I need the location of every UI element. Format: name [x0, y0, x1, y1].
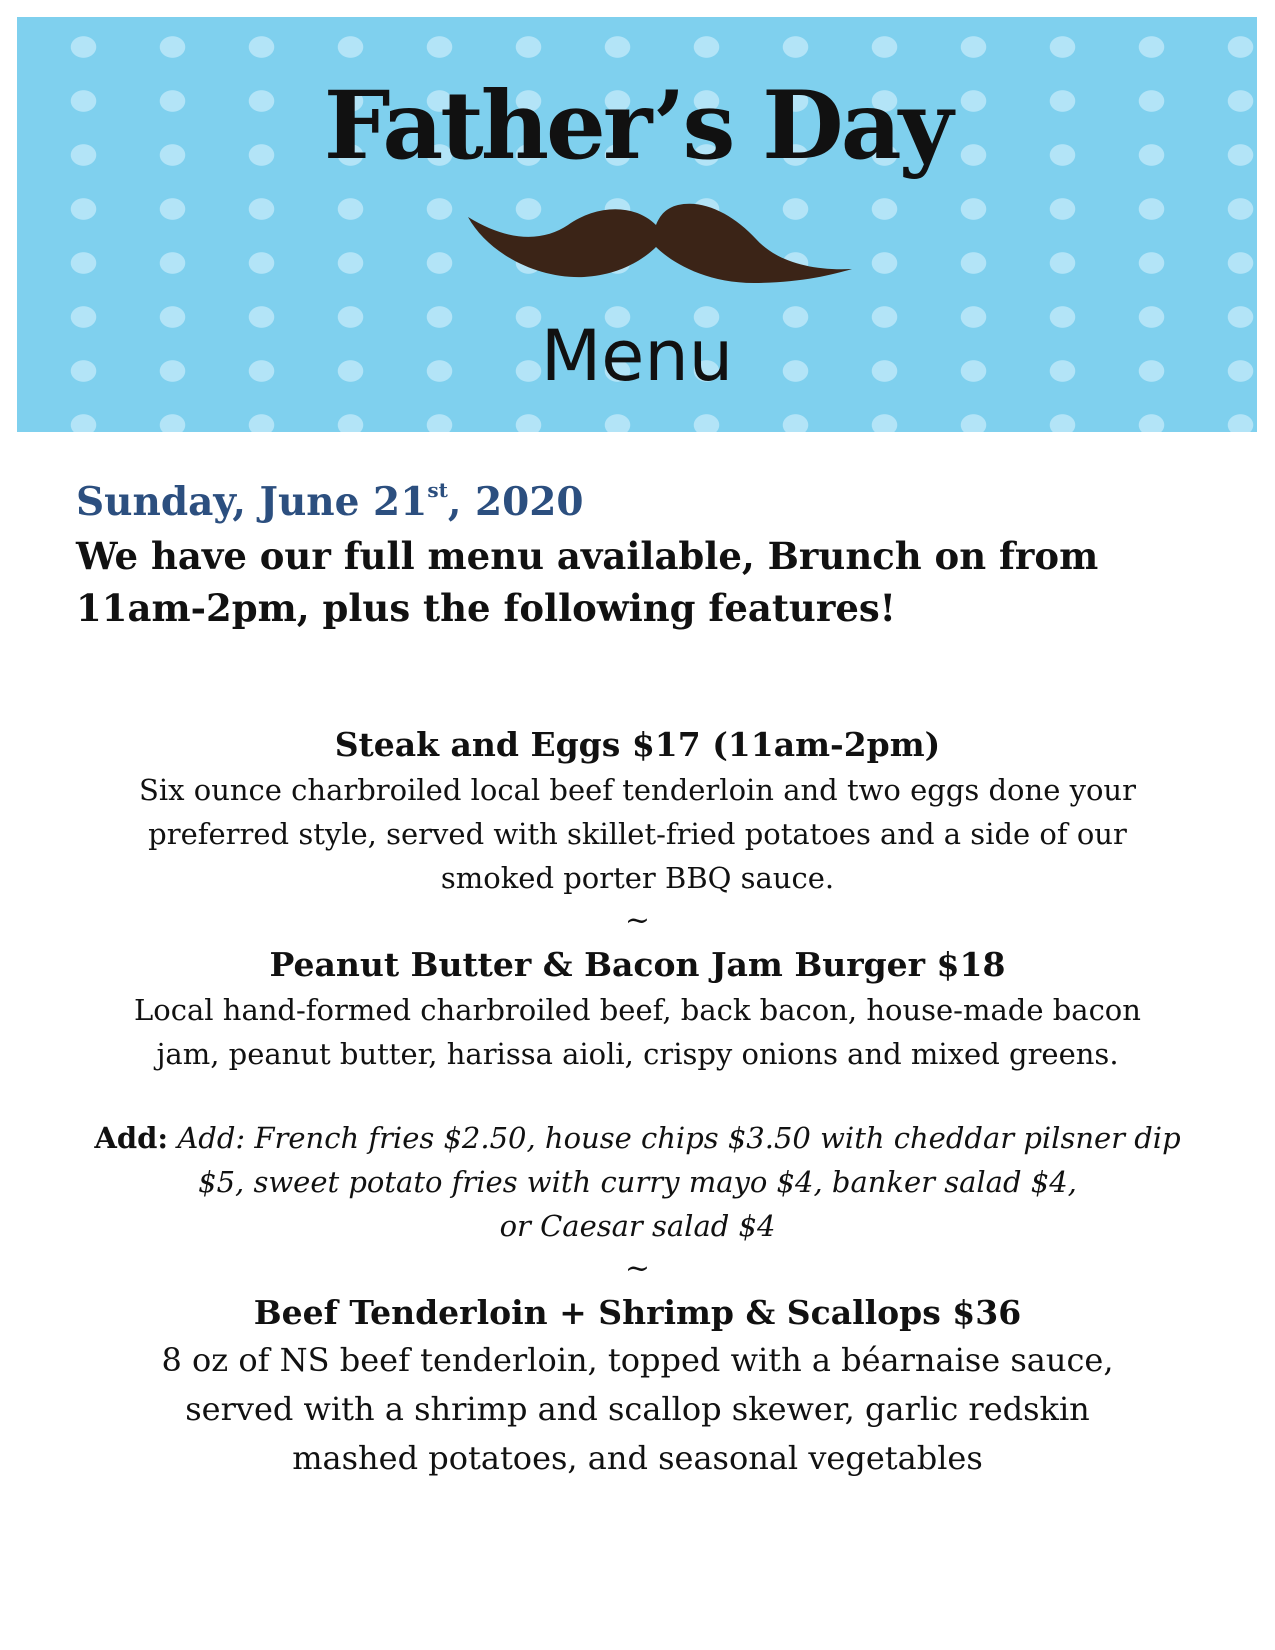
menu-item-steak-and-eggs: [60, 722, 1215, 900]
event-date: [76, 478, 1216, 526]
date-ordinal-suffix: st: [427, 478, 448, 502]
add-ons: [60, 1116, 1215, 1248]
description-line: preferred style, served with skillet-fried potatoes and a side of our: [148, 817, 1127, 851]
banner-subtitle: Menu: [540, 315, 734, 397]
date-prefix: Sunday, June 21: [76, 479, 428, 525]
add-ons-line: $5, sweet potato fries with curry mayo $4, banker salad $4,: [198, 1165, 1077, 1199]
menu-item-beef-tenderloin-shrimp-scallops: [60, 1290, 1215, 1483]
description-line: 8 oz of NS beef tenderloin, topped with a béarnaise sauce,: [161, 1341, 1114, 1379]
intro-line: We have our full menu available, Brunch on from: [76, 534, 1099, 578]
add-ons-label: Add:: [94, 1121, 169, 1155]
description-line: Local hand-formed charbroiled beef, back bacon, house-made bacon: [134, 993, 1141, 1027]
intro-text: [76, 530, 1216, 634]
menu-item-peanut-butter-burger: [60, 942, 1215, 1248]
date-year: , 2020: [447, 479, 584, 525]
menu-item-title: Steak and Eggs $17 (11am-2pm): [334, 725, 941, 764]
menu-item-description: [60, 768, 1215, 900]
add-ons-line: Add: French fries $2.50, house chips $3.50 with cheddar pilsner dip: [177, 1121, 1181, 1155]
description-line: Six ounce charbroiled local beef tenderloin and two eggs done your: [139, 773, 1136, 807]
menu-item-title: Peanut Butter & Bacon Jam Burger $18: [269, 945, 1006, 984]
menu-features: [60, 722, 1215, 1483]
menu-item-title: Beef Tenderloin + Shrimp & Scallops $36: [253, 1293, 1022, 1332]
intro-line: 11am-2pm, plus the following features!: [76, 586, 896, 630]
description-line: served with a shrimp and scallop skewer, garlic redskin: [185, 1390, 1090, 1428]
banner-title: Father’s Day: [323, 71, 951, 181]
description-line: jam, peanut butter, harissa aioli, crispy onions and mixed greens.: [156, 1037, 1119, 1071]
add-ons-line: or Caesar salad $4: [499, 1209, 776, 1243]
item-separator: ~: [624, 1251, 651, 1286]
description-line: smoked porter BBQ sauce.: [440, 861, 835, 895]
intro-section: [76, 478, 1216, 634]
header-banner: [17, 17, 1257, 432]
description-line: mashed potatoes, and seasonal vegetables: [292, 1439, 983, 1477]
item-separator: ~: [624, 903, 651, 938]
mustache-icon: [458, 195, 854, 295]
menu-item-description: [60, 988, 1215, 1076]
menu-item-description: [60, 1336, 1215, 1483]
